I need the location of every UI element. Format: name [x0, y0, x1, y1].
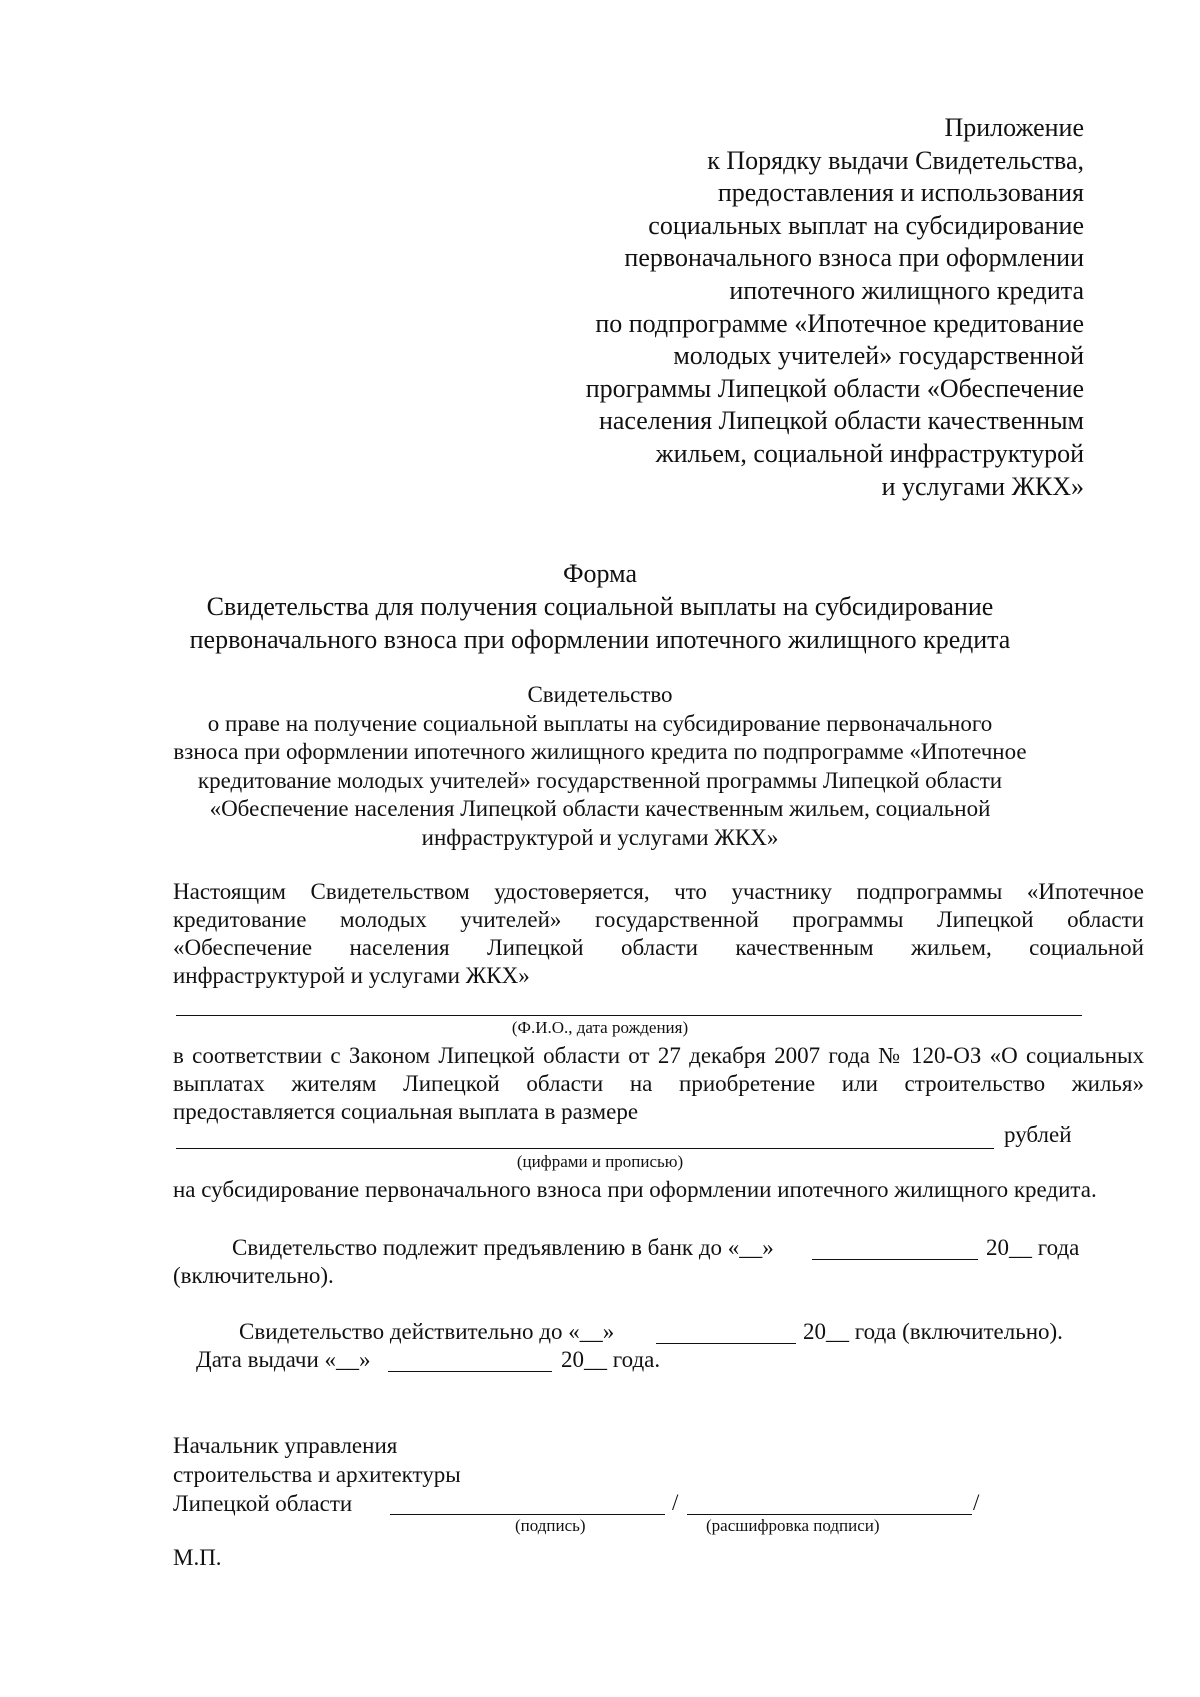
stamp-label: М.П.: [173, 1545, 222, 1570]
signature-title-line: Начальник управления: [173, 1433, 398, 1458]
appendix-header: [586, 112, 1084, 503]
fio-caption: (Ф.И.О., дата рождения): [511, 1018, 689, 1037]
certificate-heading-line: о праве на получение социальной выплаты на субсидирование первоначального: [207, 710, 993, 736]
appendix-line: населения Липецкой области качественным: [598, 406, 1084, 436]
appendix-line: социальных выплат на субсидирование: [648, 210, 1084, 240]
present-inclusive-text: (включительно).: [173, 1263, 334, 1288]
certificate-heading-line: взноса при оформлении ипотечного жилищного кредита по подпрограмме «Ипотечное: [173, 739, 1027, 764]
present-year-text: 20__ года: [986, 1235, 1080, 1260]
intro-line: Настоящим Свидетельством удостоверяется, что участнику подпрограммы «Ипотечное: [173, 879, 1144, 904]
signature-title-line: строительства и архитектуры: [173, 1462, 461, 1487]
signature-field-line[interactable]: [390, 1514, 665, 1515]
valid-month-field-line[interactable]: [656, 1343, 796, 1344]
appendix-line: и услугами ЖКХ»: [881, 471, 1084, 501]
certificate-heading-line: «Обеспечение населения Липецкой области качественным жильем, социальной: [209, 796, 991, 821]
form-heading: [0, 557, 1200, 656]
amount-field-line[interactable]: [176, 1148, 994, 1149]
form-heading-line: Свидетельства для получения социальной выплаты на субсидирование: [206, 592, 994, 621]
intro-paragraph: [173, 878, 1144, 990]
present-deadline-text: Свидетельство подлежит предъявлению в банк до «__»: [232, 1235, 774, 1260]
appendix-line: жильем, социальной инфраструктурой: [655, 438, 1084, 468]
issue-month-field-line[interactable]: [388, 1371, 552, 1372]
issue-date-text: Дата выдачи «__»: [196, 1347, 371, 1372]
appendix-line: предоставления и использования: [717, 178, 1084, 208]
law-line: выплатах жителям Липецкой области на приобретение или строительство жилья»: [173, 1071, 1144, 1096]
certificate-heading-line: инфраструктурой и услугами ЖКХ»: [421, 824, 779, 850]
intro-line: «Обеспечение населения Липецкой области качественным жильем, социальной: [173, 935, 1144, 960]
amount-caption: (цифрами и прописью): [516, 1152, 684, 1171]
signature-title-line: Липецкой области: [173, 1491, 353, 1516]
appendix-line: ипотечного жилищного кредита: [729, 275, 1084, 305]
valid-until-text: Свидетельство действительно до «__»: [239, 1319, 615, 1344]
appendix-line: к Порядку выдачи Свидетельства,: [707, 145, 1084, 175]
appendix-line: молодых учителей» государственной: [673, 341, 1084, 371]
signature-title: [173, 1431, 461, 1518]
certificate-title: Свидетельство: [527, 682, 673, 707]
intro-line-last: инфраструктурой и услугами ЖКХ»: [173, 963, 530, 988]
signature-decode-field-line[interactable]: [687, 1514, 972, 1515]
form-heading-title: Форма: [563, 559, 637, 588]
intro-line: кредитование молодых учителей» государственной программы Липецкой области: [173, 907, 1144, 932]
appendix-line: Приложение: [944, 113, 1084, 142]
appendix-line: по подпрограмме «Ипотечное кредитование: [595, 308, 1084, 338]
signature-slash: /: [672, 1490, 679, 1515]
rubles-label: рублей: [1004, 1122, 1072, 1147]
law-line: в соответствии с Законом Липецкой области от 27 декабря 2007 года № 120-ОЗ «О социальных: [173, 1043, 1144, 1068]
signature-decode-caption: (расшифровка подписи): [706, 1516, 880, 1535]
purpose-text: на субсидирование первоначального взноса при оформлении ипотечного жилищного кредита.: [173, 1177, 1097, 1202]
signature-slash: /: [973, 1490, 980, 1515]
signature-caption: (подпись): [515, 1516, 586, 1535]
valid-year-text: 20__ года (включительно).: [803, 1319, 1063, 1344]
certificate-heading-line: кредитование молодых учителей» государственной программы Липецкой области: [197, 767, 1003, 793]
law-paragraph: [173, 1042, 1144, 1126]
form-heading-line: первоначального взноса при оформлении ипотечного жилищного кредита: [189, 625, 1011, 654]
certificate-heading: [0, 681, 1200, 852]
appendix-line: первоначального взноса при оформлении: [624, 243, 1084, 273]
law-line-last: предоставляется социальная выплата в размере: [173, 1099, 639, 1124]
issue-year-text: 20__ года.: [561, 1347, 661, 1372]
present-month-field-line[interactable]: [812, 1259, 978, 1260]
fio-field-line[interactable]: [176, 1015, 1082, 1016]
appendix-line: программы Липецкой области «Обеспечение: [585, 373, 1084, 403]
